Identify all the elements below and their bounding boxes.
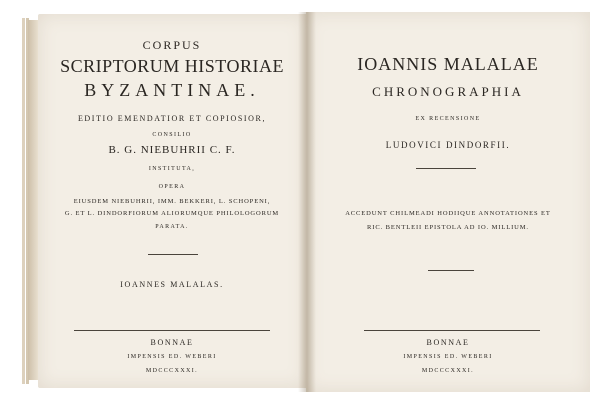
imprint-city: BONNAE [150, 338, 194, 347]
recensione-line: EX RECENSIONE [415, 116, 481, 122]
corpus-heading: CORPUS [142, 38, 202, 52]
edition-line: EDITIO EMENDATIOR ET COPIOSIOR, [77, 114, 267, 123]
imprint-publisher: IMPENSIS ED. WEBERI [403, 354, 493, 360]
page-edge [22, 18, 25, 384]
scriptorum-heading: SCRIPTORUM HISTORIAE [60, 56, 284, 76]
accedunt-line-1: ACCEDUNT CHILMEADI HODIIQUE ANNOTATIONES ET [345, 210, 551, 217]
imprint-publisher: IMPENSIS ED. WEBERI [127, 354, 217, 360]
instituta-line: INSTITUTA, [148, 166, 196, 172]
short-rule [428, 270, 474, 271]
volume-title: IOANNES MALALAS. [120, 280, 224, 289]
short-rule [416, 168, 476, 169]
left-page [38, 14, 306, 388]
book-gutter [298, 12, 316, 392]
imprint-year: MDCCCXXXI. [145, 368, 199, 374]
imprint-rule [74, 330, 270, 331]
opera-line: OPERA [158, 184, 186, 190]
book-binding [28, 20, 38, 380]
niebuhr-line: B. G. NIEBUHRII C. F. [108, 144, 236, 156]
author-heading: IOANNIS MALALAE [357, 54, 539, 74]
right-page [306, 12, 590, 392]
work-title: CHRONOGRAPHIA [372, 84, 524, 99]
editors-line-2: G. ET L. DINDORFIORUM ALIORUMQUE PHILOLOGORUM [64, 210, 280, 217]
consilio-line: CONSILIO [152, 132, 192, 138]
editors-line-1: EIUSDEM NIEBUHRII, IMM. BEKKERI, L. SCHOPENI, [73, 198, 271, 205]
byzantinae-heading: BYZANTINAE. [84, 80, 260, 100]
editor-line: LUDOVICI DINDORFII. [385, 140, 511, 150]
imprint-rule [364, 330, 540, 331]
imprint-city: BONNAE [426, 338, 470, 347]
accedunt-line-2: RIC. BENTLEII EPISTOLA AD IO. MILLIUM. [367, 224, 529, 231]
imprint-year: MDCCCXXXI. [421, 368, 475, 374]
short-rule [148, 254, 198, 255]
parata-line: PARATA. [155, 224, 189, 230]
